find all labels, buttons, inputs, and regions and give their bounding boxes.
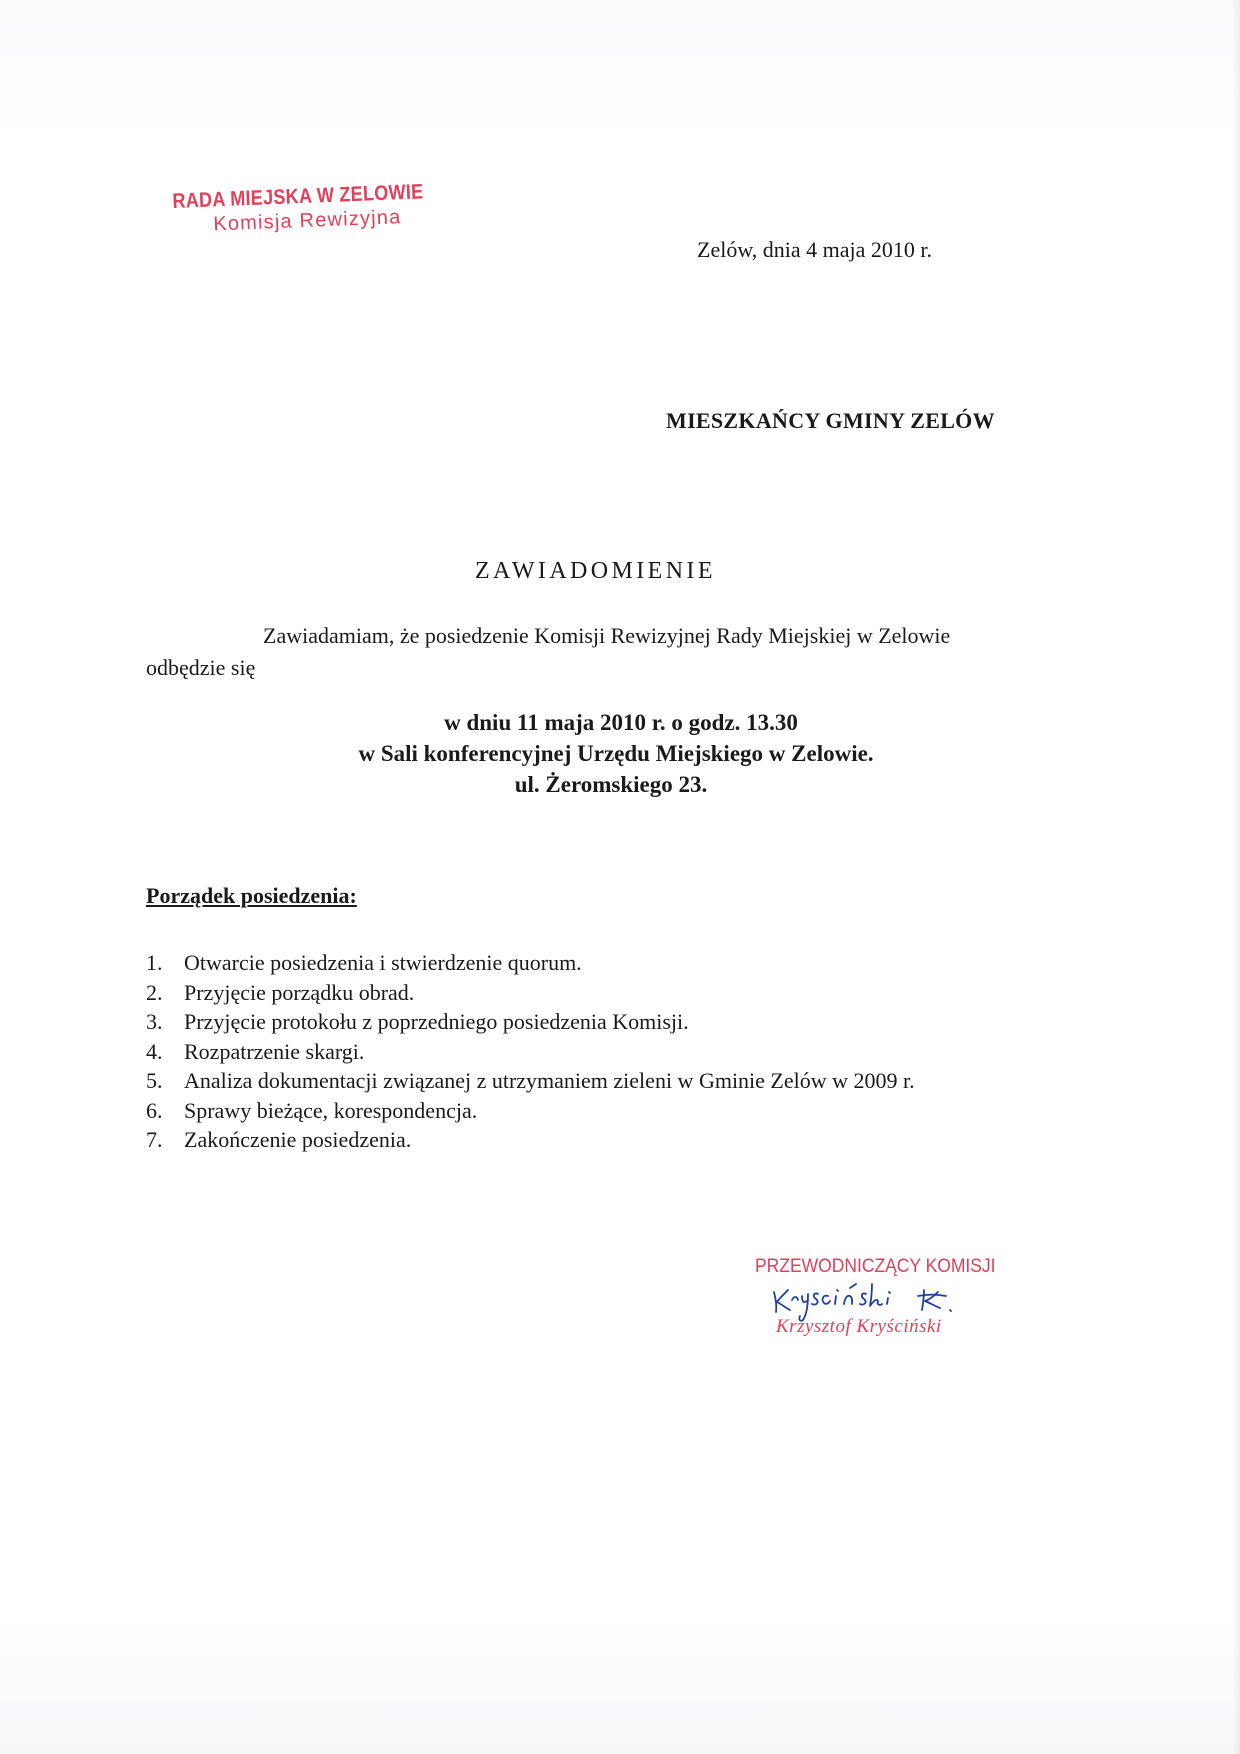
agenda-item (146, 1007, 915, 1037)
agenda-item-number: 2. (146, 979, 163, 1005)
meeting-date-time: w dniu 11 maja 2010 r. o godz. 13.30 (444, 710, 798, 735)
meeting-details (146, 707, 1076, 800)
agenda-item (146, 1066, 915, 1096)
agenda-item (146, 1096, 915, 1126)
agenda-item-text: Analiza dokumentacji związanej z utrzymaniem zieleni w Gminie Zelów w 2009 r. (184, 1068, 915, 1093)
agenda-item (146, 1037, 915, 1067)
meeting-address: ul. Żeromskiego 23. (514, 772, 708, 797)
agenda-item-number: 4. (146, 1038, 163, 1064)
addressee: MIESZKAŃCY GMINY ZELÓW (666, 408, 995, 433)
agenda-item-text: Rozpatrzenie skargi. (184, 1038, 365, 1064)
date-line: Zelów, dnia 4 maja 2010 r. (697, 237, 933, 262)
agenda-item-number: 1. (146, 950, 163, 975)
agenda-item-text: Przyjęcie protokołu z poprzedniego posiedzenia Komisji. (184, 1009, 689, 1034)
agenda-item (146, 1125, 915, 1155)
handwritten-signature (768, 1270, 988, 1322)
agenda-item-text: Zakończenie posiedzenia. (184, 1127, 412, 1152)
agenda-item (146, 978, 915, 1008)
meeting-location: w Sali konferencyjnej Urzędu Miejskiego w Zelowie. (358, 741, 874, 766)
agenda-item-number: 5. (146, 1068, 163, 1093)
intro-paragraph (146, 620, 1076, 684)
agenda-list (146, 948, 915, 1155)
agenda-item-text: Otwarcie posiedzenia i stwierdzenie quorum. (184, 950, 582, 975)
council-stamp (172, 179, 466, 238)
scan-edge-shadow (1232, 0, 1240, 1754)
intro-line-1: Zawiadamiam, że posiedzenie Komisji Rewizyjnej Rady Miejskiej w Zelowie (263, 623, 951, 648)
agenda-item-text: Sprawy bieżące, korespondencja. (184, 1097, 478, 1123)
agenda-heading: Porządek posiedzenia: (146, 883, 357, 908)
stamp-council-name: RADA MIEJSKA W ZELOWIE (172, 180, 424, 213)
stamp-committee-name: Komisja Rewizyjna (212, 206, 402, 236)
intro-line-2: odbędzie się (146, 655, 256, 680)
chairman-name-stamp: Krzysztof Kryściński (776, 1316, 942, 1337)
agenda-item-number: 7. (146, 1127, 163, 1152)
agenda-item-number: 6. (146, 1097, 163, 1123)
agenda-item-number: 3. (146, 1009, 163, 1034)
agenda-item-text: Przyjęcie porządku obrad. (184, 979, 415, 1005)
agenda-item (146, 948, 915, 978)
document-title: ZAWIADOMIENIE (475, 558, 716, 584)
chairman-stamp-title: PRZEWODNICZĄCY KOMISJI (755, 1256, 996, 1277)
